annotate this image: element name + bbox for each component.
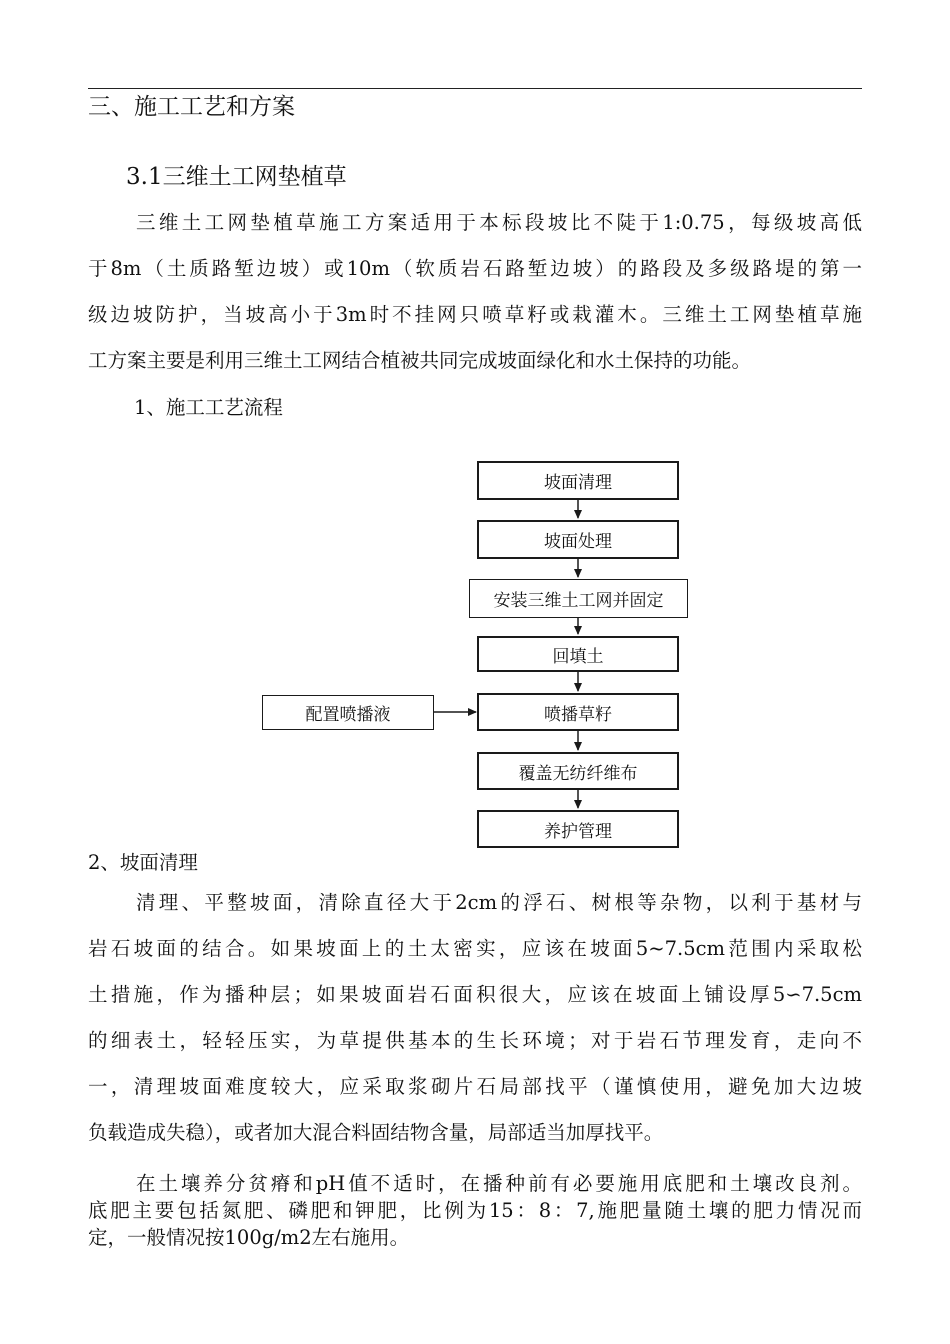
flow-step-cover-fabric: 覆盖无纺纤维布 [477,752,679,790]
paragraph-line: 的细表土，轻轻压实，为草提供基本的生长环境；对于岩石节理发育，走向不 [88,1029,862,1052]
paragraph-line: 底肥主要包括氮肥、磷肥和钾肥，比例为15：8：7,施肥量随土壤的肥力情况而 [88,1199,862,1222]
flow-input-spray-liquid: 配置喷播液 [262,695,434,730]
paragraph-line: 清理、平整坡面，清除直径大于2cm的浮石、树根等杂物，以利于基材与 [136,891,862,914]
flow-step-install-geonet: 安装三维土工网并固定 [469,579,688,618]
flow-step-maintenance: 养护管理 [477,810,679,848]
flow-step-spray-seeding: 喷播草籽 [477,693,679,731]
subsection-title: 3.1三维土工网垫植草 [126,164,347,190]
flow-step-slope-cleanup: 坡面清理 [477,461,679,500]
cleanup-paragraph [88,880,862,1156]
paragraph-line: 岩石坡面的结合。如果坡面上的土太密实，应该在坡面5~7.5cm范围内采取松 [88,937,862,960]
section-title: 三、施工工艺和方案 [88,94,295,120]
paragraph-line: 于8m（土质路堑边坡）或10m（软质岩石路堑边坡）的路段及多级路堤的第一 [88,257,862,280]
paragraph-line: 工方案主要是利用三维土工网结合植被共同完成坡面绿化和水土保持的功能。 [88,349,752,372]
step2-heading: 2、坡面清理 [88,851,198,874]
paragraph-line: 一，清理坡面难度较大，应采取浆砌片石局部找平（谨慎使用，避免加大边坡 [88,1075,862,1098]
paragraph-line: 级边坡防护，当坡高小于3m时不挂网只喷草籽或栽灌木。三维土工网垫植草施 [88,303,862,326]
paragraph-line: 在土壤养分贫瘠和pH值不适时，在播种前有必要施用底肥和土壤改良剂。 [136,1172,862,1195]
paragraph-line: 负载造成失稳），或者加大混合料固结物含量，局部适当加厚找平。 [88,1121,664,1144]
fertilizer-paragraph [88,1170,862,1251]
flow-step-backfill: 回填土 [477,636,679,672]
step1-heading: 1、施工工艺流程 [134,396,283,419]
paragraph-line: 土措施，作为播种层；如果坡面岩石面积很大，应该在坡面上铺设厚5∽7.5cm [88,983,862,1006]
paragraph-line: 定，一般情况按100g/m2左右施用。 [88,1226,410,1249]
paragraph-line: 三维土工网垫植草施工方案适用于本标段坡比不陡于1:0.75，每级坡高低 [136,211,862,234]
flow-step-slope-treatment: 坡面处理 [477,520,679,559]
